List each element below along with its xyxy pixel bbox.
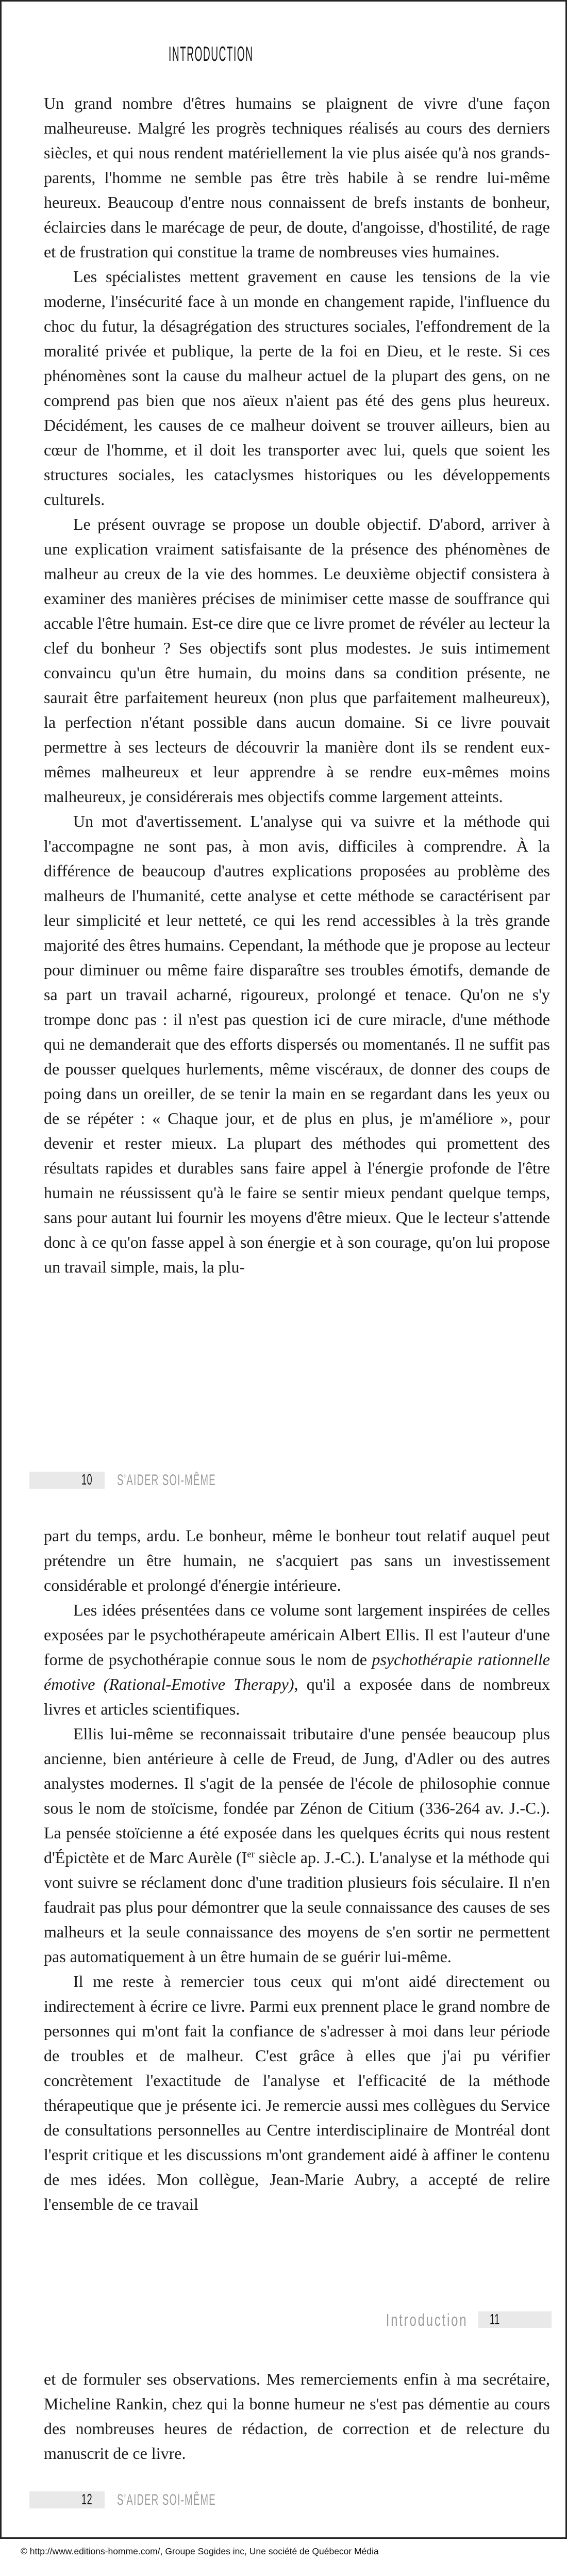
page-10-text <box>44 91 550 1279</box>
paragraph-objectives: Le présent ouvrage se propose un double objectif. D'abord, arriver à une explication vraiment satisfaisante de la présence des phénomènes de malheur au creux de la vie des hommes. Le deuxième objectif consistera à examiner des manières précises de minimiser cette masse de souffrance qui accable l'être humain. Est-ce dire que ce livre promet de révéler au lecteur la clef du bonheur ? Ses objectifs sont plus modestes. Je suis intimement convaincu qu'un être humain, du moins dans sa condition présente, ne saurait être parfaitement heureux (non plus que parfaitement malheureux), la perfection n'étant possible dans aucun domaine. Si ce livre pouvait permettre à ses lecteurs de découvrir la manière dont ils se rendent eux-mêmes malheureux et leur apprendre à se rendre eux-mêmes moins malheureux, je considérerais mes objectifs comme largement atteints. <box>44 515 550 806</box>
running-title-text-11: Introduction <box>386 2310 468 2329</box>
chapter-title <box>169 43 345 66</box>
paragraph-specialists: Les spécialistes mettent gravement en cause les tensions de la vie moderne, l'insécurité face à un monde en changement rapide, l'influence du choc du futur, la désagrégation des structures sociales, l'effondrement de la moralité privée et publique, la perte de la foi en Dieu, et le reste. Si ces phénomènes sont la cause du malheur actuel de la plupart des gens, on ne comprend pas bien que nos aïeux n'aient pas été des gens plus heureux. Décidément, les causes de ce malheur doivent se trouver ailleurs, bien au cœur de l'homme, et il doit les transporter avec lui, quels que soient les structures sociales, les cataclysmes historiques ou les développements culturels. <box>44 267 550 509</box>
page-number-badge-11 <box>478 2311 552 2328</box>
paragraph-opening: Un grand nombre d'êtres humains se plaignent de vivre d'une façon malheureuse. Malgré les progrès techniques réalisés au cours des derniers siècles, et qui nous rendent matériellement la vie plus aisée qu'à nos grands-parents, l'homme ne semble pas être très habile à se rendre lui-même heureux. Beaucoup d'entre nous connaissent de brefs instants de bonheur, éclaircies dans le marécage de peur, de doute, d'angoisse, d'hostilité, de rage et de frustration qui constitue la trame de nombreuses vies humaines. <box>44 94 550 261</box>
page-number-badge-10 <box>29 1472 105 1489</box>
running-title-page-12 <box>117 2491 276 2508</box>
page-number-12: 12 <box>81 2491 92 2508</box>
paragraph-stoicism-before: Ellis lui-même se reconnaissait tributaire d'une pensée beaucoup plus ancienne, bien antérieure à celle de Freud, de Jung, d'Adler ou des autres analystes modernes. Il s'agit de la pensée de l'école de philosophie connue sous le nom de stoïcisme, fondée par Zénon de Citium (336-264 av. J.-C.). La pensée stoïcienne a été exposée dans les quelques écrits qui nous restent d'Épictète et de Marc Aurèle (I <box>44 1724 550 1867</box>
page-number-10: 10 <box>81 1472 92 1488</box>
running-title-text-10: S'AIDER SOI-MÊME <box>117 1472 216 1489</box>
page-12-text <box>44 2367 550 2466</box>
paragraph-ellis <box>44 1597 550 1721</box>
page-11-text <box>44 1523 550 2216</box>
page-number-11: 11 <box>490 2311 500 2328</box>
paragraph-thanks: Il me reste à remercier tous ceux qui m'ont aidé directement ou indirectement à écrire ce livre. Parmi eux prennent place le grand nombre de personnes qui m'ont fait la confiance de s'adresser à moi dans leur période de troubles et de malheur. C'est grâce à elles que j'ai pu vérifier concrètement l'exactitude de l'analyse et l'efficacité de la méthode thérapeutique que je présente ici. Je remercie aussi mes collègues du Service de consultations personnelles au Centre interdisciplinaire de Montréal dont l'esprit critique et les discussions m'ont grandement aidé à affiner le contenu de mes idées. Mon collègue, Jean-Marie Aubry, a accepté de relire l'ensemble de ce travail <box>44 1972 550 2213</box>
copyright-line: © http://www.editions-homme.com/, Groupe Sogides inc, Une société de Québecor Média <box>21 2546 379 2556</box>
paragraph-stoicism <box>44 1721 550 1969</box>
page-number-badge-12 <box>29 2491 105 2508</box>
chapter-title-text: INTRODUCTION <box>169 43 254 66</box>
paragraph-ellis-italic: psychothérapie rationnelle émotive (Rational-Emotive Therapy) <box>44 1650 551 1693</box>
running-title-text-12: S'AIDER SOI-MÊME <box>117 2491 216 2508</box>
paragraph-ellis-after: , qu'il a exposée dans de nombreux livres et articles scientifiques. <box>44 1675 551 1718</box>
paragraph-final: et de formuler ses observations. Mes remerciements enfin à ma secrétaire, Micheline Rankin, chez qui la bonne humeur ne s'est pas démentie au cours des nombreuses heures de rédaction, de correction et de relecture du manuscrit de ce livre. <box>44 2370 550 2463</box>
ordinal-superscript: er <box>247 1849 255 1860</box>
paragraph-continuation: part du temps, ardu. Le bonheur, même le bonheur tout relatif auquel peut prétendre un être humain, ne s'acquiert pas sans un investissement considérable et prolongé d'énergie intérieure. <box>44 1526 550 1594</box>
paragraph-ellis-before: Les idées présentées dans ce volume sont largement inspirées de celles exposées par le psychothérapeute américain Albert Ellis. Il est l'auteur d'une forme de psychothérapie connue sous le nom de <box>44 1601 550 1669</box>
paragraph-stoicism-after: siècle ap. J.-C.). L'analyse et la méthode qui vont suivre se réclament donc d'une tradition plusieurs fois séculaire. Il n'en faudrait pas plus pour démontrer que la seule connaissance des causes de ses malheurs et la seule connaissance des moyens de s'en sortir ne permettent pas automatiquement à un être humain de se guérir lui-même. <box>44 1848 551 1966</box>
running-title-page-10 <box>117 1472 276 1489</box>
running-title-page-11 <box>354 2311 468 2328</box>
paragraph-warning: Un mot d'avertissement. L'analyse qui va suivre et la méthode qui l'accompagne ne sont pas, à mon avis, difficiles à comprendre. À la différence de beaucoup d'autres explications proposées au problème des malheurs de l'humanité, cette analyse et cette méthode se caractérisent par leur simplicité et leur netteté, ce qui les rend accessibles à la très grande majorité des êtres humains. Cependant, la méthode que je propose au lecteur pour diminuer ou même faire disparaître ses troubles émotifs, demande de sa part un travail acharné, rigoureux, prolongé et tenace. Qu'on ne s'y trompe donc pas : il n'est pas question ici de cure miracle, d'une méthode qui ne demanderait que des efforts dispersés ou momentanés. Il ne suffit pas de pousser quelques hurlements, même viscéraux, de donner des coups de poing dans un oreiller, de se tenir la main en se regardant dans les yeux ou de se répéter : « Chaque jour, et de plus en plus, je m'améliore », pour devenir et rester mieux. La plupart des méthodes qui promettent des résultats rapides et durables sans faire appel à l'énergie profonde de l'être humain ne réussissent qu'à le faire se sentir mieux pendant quelque temps, sans pour autant lui fournir les moyens d'être mieux. Que le lecteur s'attende donc à ce qu'on fasse appel à son énergie et à son courage, qu'on lui propose un travail simple, mais, la plu- <box>44 812 550 1276</box>
